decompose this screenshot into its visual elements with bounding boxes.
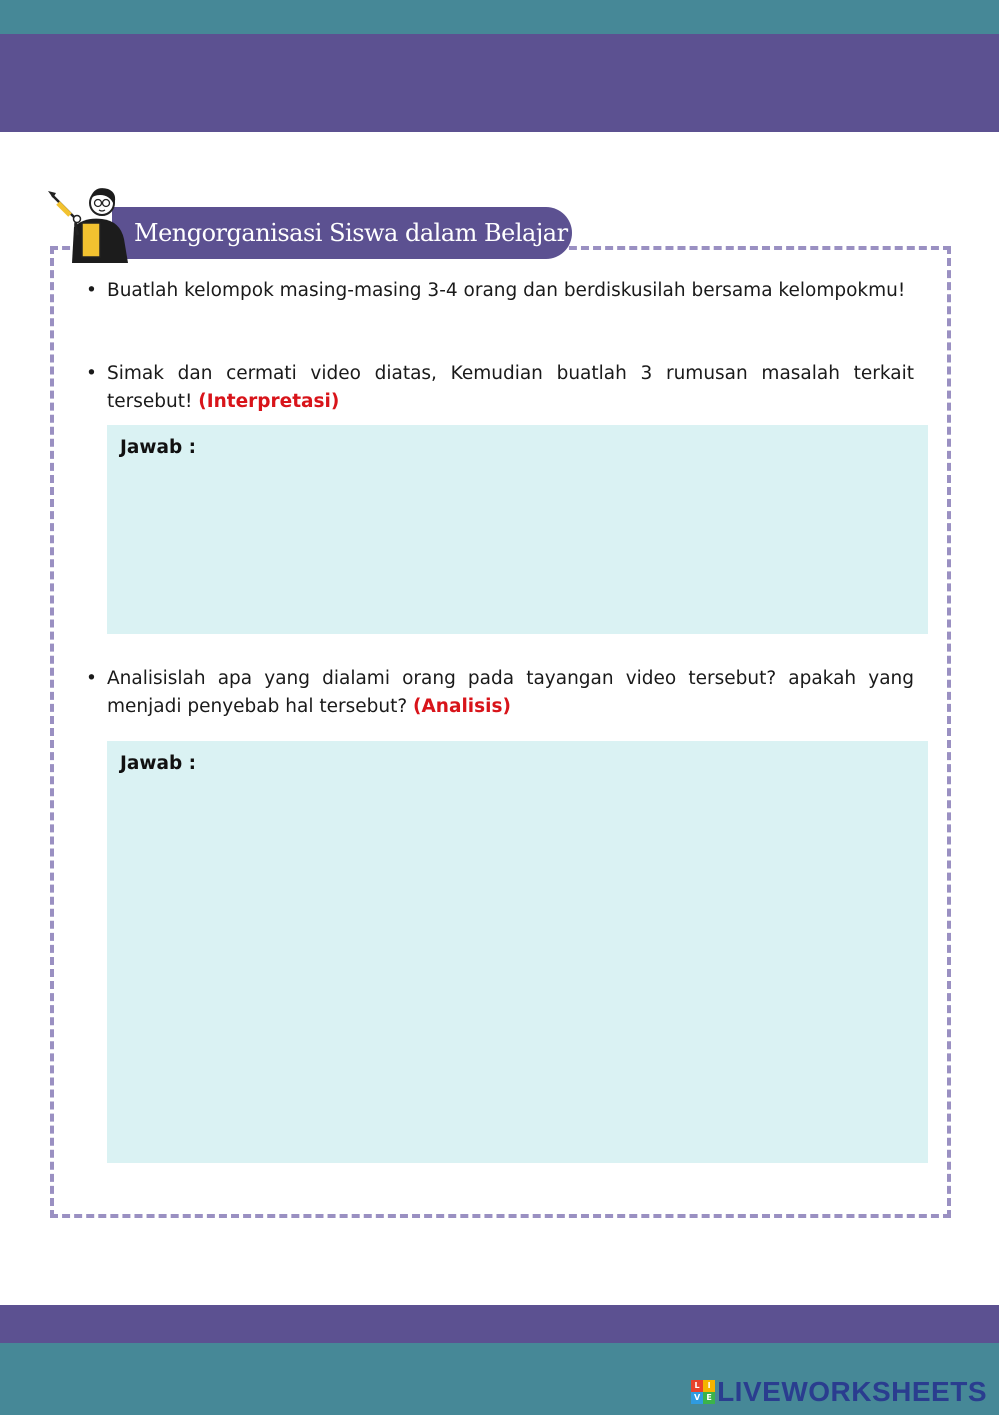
skill-tag: (Analisis) <box>413 696 511 717</box>
instruction-item <box>86 277 914 305</box>
logo-letter: E <box>703 1392 715 1404</box>
instruction-text: Simak dan cermati video diatas, Kemudian buatlah 3 rumusan masalah terkait tersebut! <box>107 363 914 412</box>
top-teal-band <box>0 0 999 34</box>
liveworksheets-brand <box>691 1374 987 1410</box>
bottom-purple-band <box>0 1305 999 1343</box>
answer-label: Jawab : <box>120 437 197 458</box>
instruction-text: Analisislah apa yang dialami orang pada tayangan video tersebut? apakah yang menjadi penyebab hal tersebut? <box>107 668 914 717</box>
bullet-dot: • <box>86 280 97 301</box>
logo-letter: V <box>691 1392 703 1404</box>
section-title: Mengorganisasi Siswa dalam Belajar <box>112 207 572 259</box>
brand-text: LIVEWORKSHEETS <box>717 1376 987 1407</box>
liveworksheets-logo-icon <box>691 1380 715 1404</box>
instruction-text: Buatlah kelompok masing-masing 3-4 orang dan berdiskusilah bersama kelompokmu! <box>107 280 906 301</box>
answer-box-1[interactable] <box>107 425 928 634</box>
bullet-dot: • <box>86 668 97 689</box>
bullet-dot: • <box>86 363 97 384</box>
skill-tag: (Interpretasi) <box>198 391 340 412</box>
logo-letter: I <box>703 1380 715 1392</box>
instruction-item <box>86 665 914 721</box>
answer-box-2[interactable] <box>107 741 928 1163</box>
answer-label: Jawab : <box>120 753 197 774</box>
logo-letter: L <box>691 1380 703 1392</box>
instruction-item <box>86 360 914 416</box>
teacher-pointer-icon <box>44 183 134 263</box>
top-purple-band <box>0 34 999 132</box>
